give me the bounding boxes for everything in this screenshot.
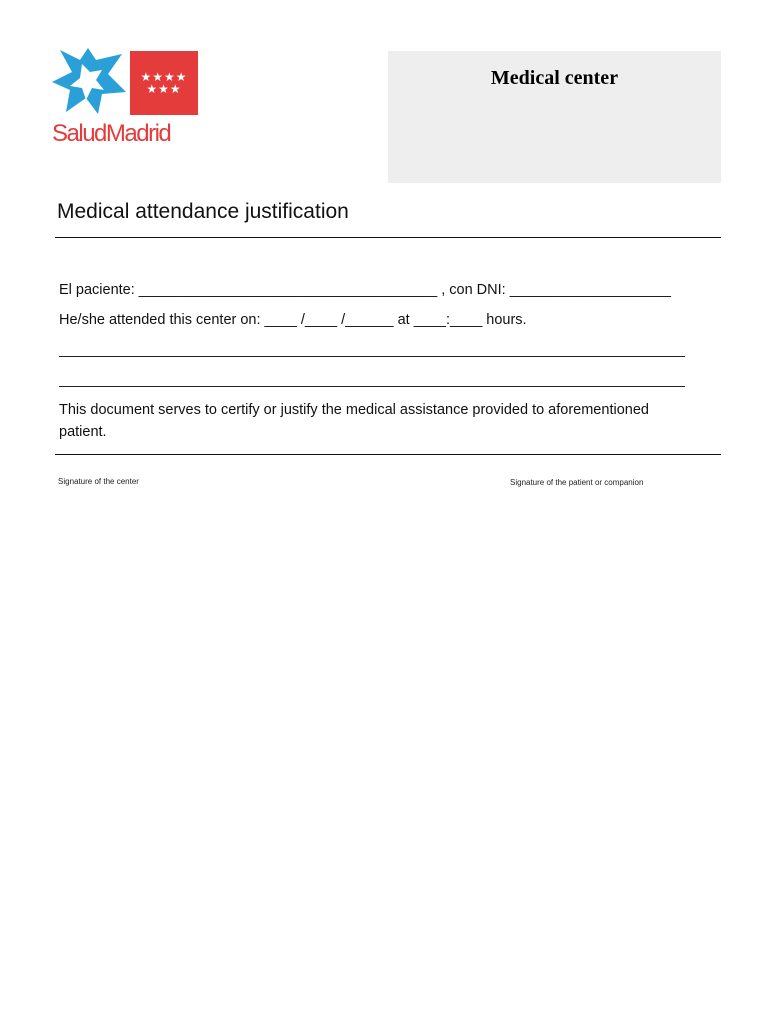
- document-title: Medical attendance justification: [57, 200, 349, 223]
- logo-text: SaludMadrid: [52, 120, 171, 147]
- signature-patient-label: Signature of the patient or companion: [510, 478, 644, 487]
- saludmadrid-logo: [52, 48, 202, 148]
- blank-line-1: [59, 356, 685, 357]
- signature-divider: [55, 454, 721, 455]
- medical-center-title: Medical center: [490, 67, 619, 89]
- patient-line: El paciente: _____________________________________ , con DNI: ____________________: [59, 282, 671, 298]
- star-icon: [52, 48, 128, 116]
- signature-center-label: Signature of the center: [58, 477, 139, 486]
- title-divider: [55, 237, 721, 238]
- madrid-flag: [130, 51, 198, 115]
- medical-center-box: [388, 51, 721, 183]
- flag-stars-top: ★★★★: [140, 70, 188, 84]
- flag-stars-bottom: ★★★: [146, 82, 182, 96]
- blank-line-2: [59, 386, 685, 387]
- attended-line: He/she attended this center on: ____ /____ /______ at ____:____ hours.: [59, 312, 527, 328]
- statement-text: This document serves to certify or justify the medical assistance provided to aforementioned patient.: [59, 402, 649, 440]
